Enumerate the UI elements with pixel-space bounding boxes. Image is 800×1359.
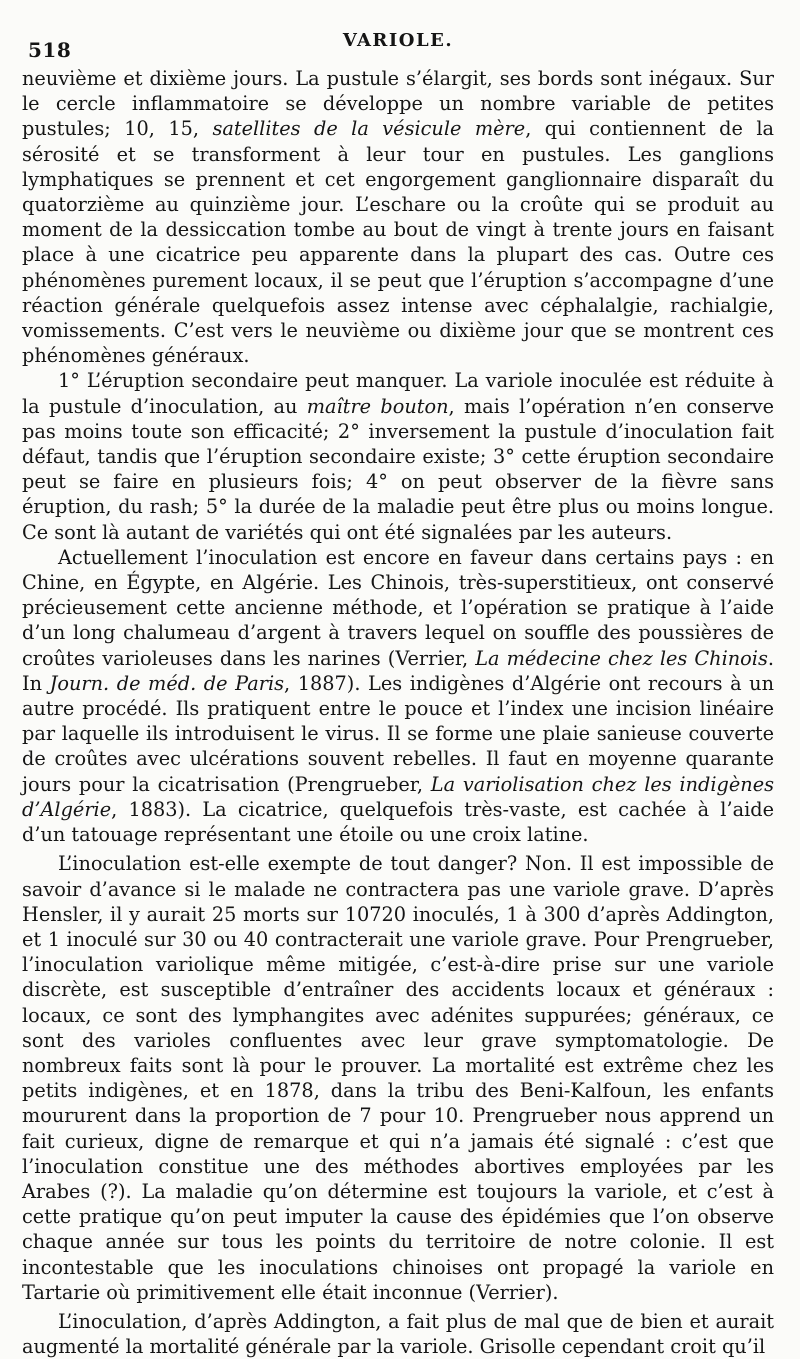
text-run: . In xyxy=(22,646,774,695)
text-run: L’inoculation est-elle exempte de tout danger? Non. Il est impossible de savoir d’avance si le malade ne contractera pas une variole grave. D’après Hensler, il y aurait 25 morts sur 10720 inoculés, 1 à 300 d’après Addington, et 1 inoculé sur 30 ou 40 contracterait une variole grave. Pour Prengrueber, l’inoculation variolique même mitigée, c’est-à-dire prise sur une variole discrète, est susceptible d’entraîner des accidents locaux et généraux : locaux, ce sont des lymphangites avec adénites suppurées; généraux, ce sont des varioles confluentes avec leur grave symptomatologie. De nombreux faits sont là pour le prouver. La mortalité est extrême chez les petits indigènes, et en 1878, dans la tribu des Beni-Kalfoun, les enfants moururent dans la proportion de 7 pour 10. Prengrueber nous apprend un fait curieux, digne de remarque et qui n’a jamais été signalé : c’est que l’inoculation constitue une des méthodes abortives employées par les Arabes (?). La maladie qu’on détermine est toujours la variole, et c’est à cette pratique qu’on peut imputer la cause des épidémies que l’on observe chaque année sur tous les points du territoire de notre colonie. Il est incontestable que les inoculations chinoises ont propagé la variole en Tartarie où primitivement elle était inconnue (Verrier). xyxy=(22,852,774,1304)
running-title: VARIOLE. xyxy=(342,30,454,51)
italic-title: La variolisation chez les indigènes d’Algérie xyxy=(22,772,774,821)
text-run: L’inoculation, d’après Addington, a fait plus de mal que de bien et aurait augmenté la mortalité générale par la variole. Grisolle cependant croit qu’il xyxy=(22,1309,774,1359)
text-run: neuvième et dixième jours. La pustule s’élargit, ses bords sont inégaux. Sur le cercle inflammatoire se développe un nombre variable de petites pustules; 10, 15, xyxy=(22,67,774,141)
paragraph-1 xyxy=(22,66,774,368)
text-run: 1° L’éruption secondaire peut manquer. La variole inoculée est réduite à la pustule d’inoculation, au xyxy=(22,369,774,418)
paragraph-3 xyxy=(22,545,774,847)
page-header xyxy=(22,26,774,66)
text-run: , 1887). Les indigènes d’Algérie ont recours à un autre procédé. Ils pratiquent entre le pouce et l’index une incision linéaire par laquelle ils introduisent le virus. Il se forme une plaie sanieuse couverte de croûtes avec ulcérations souvent rebelles. Il faut en moyenne quarante jours pour la cicatrisation (Prengrueber, xyxy=(22,671,774,796)
text-run: , mais l’opération n’en conserve pas moins toute son efficacité; 2° inversement la pustule d’inoculation fait défaut, tandis que l’éruption secondaire existe; 3° cette éruption secondaire peut se faire en plusieurs fois; 4° on peut observer de la fièvre sans éruption, du rash; 5° la durée de la maladie peut être plus ou moins longue. Ce sont là autant de variétés qui ont été signalées par les auteurs. xyxy=(22,394,775,544)
page-number: 518 xyxy=(28,38,72,62)
italic-title: Journ. de méd. de Paris xyxy=(49,671,285,695)
body-text xyxy=(22,66,774,1359)
paragraph-2 xyxy=(22,368,774,544)
italic-title: maître bouton xyxy=(306,394,449,418)
text-run: , qui contiennent de la sérosité et se transforment à leur tour en pustules. Les ganglions lymphatiques se prennent et cet engorgement ganglionnaire disparaît du quatorzième au quinzième jour. L’eschare ou la croûte qui se produit au moment de la dessiccation tombe au bout de vingt à trente jours en faisant place à une cicatrice peu apparente dans la plupart des cas. Outre ces phénomènes purement locaux, il se peut que l’éruption s’accompagne d’une réaction générale quelquefois assez intense avec céphalalgie, rachialgie, vomissements. C’est vers le neuvième ou dixième jour que se montrent ces phénomènes généraux. xyxy=(22,117,774,368)
paragraph-4 xyxy=(22,851,774,1305)
italic-title: La médecine chez les Chinois xyxy=(475,646,768,670)
text-run: , 1883). La cicatrice, quelquefois très-vaste, est cachée à l’aide d’un tatouage représentant une étoile ou une croix latine. xyxy=(22,797,774,847)
text-run: Actuellement l’inoculation est encore en faveur dans certains pays : en Chine, en Égypte, en Algérie. Les Chinois, très-superstitieux, ont conservé précieusement cette ancienne méthode, et l’opération se pratique à l’aide d’un long chalumeau d’argent à travers lequel on souffle des poussières de croûtes varioleuses dans les narines (Verrier, xyxy=(22,545,774,670)
book-page xyxy=(22,26,775,1359)
paragraph-5 xyxy=(22,1309,774,1359)
italic-title: satellites de la vésicule mère xyxy=(212,117,526,141)
